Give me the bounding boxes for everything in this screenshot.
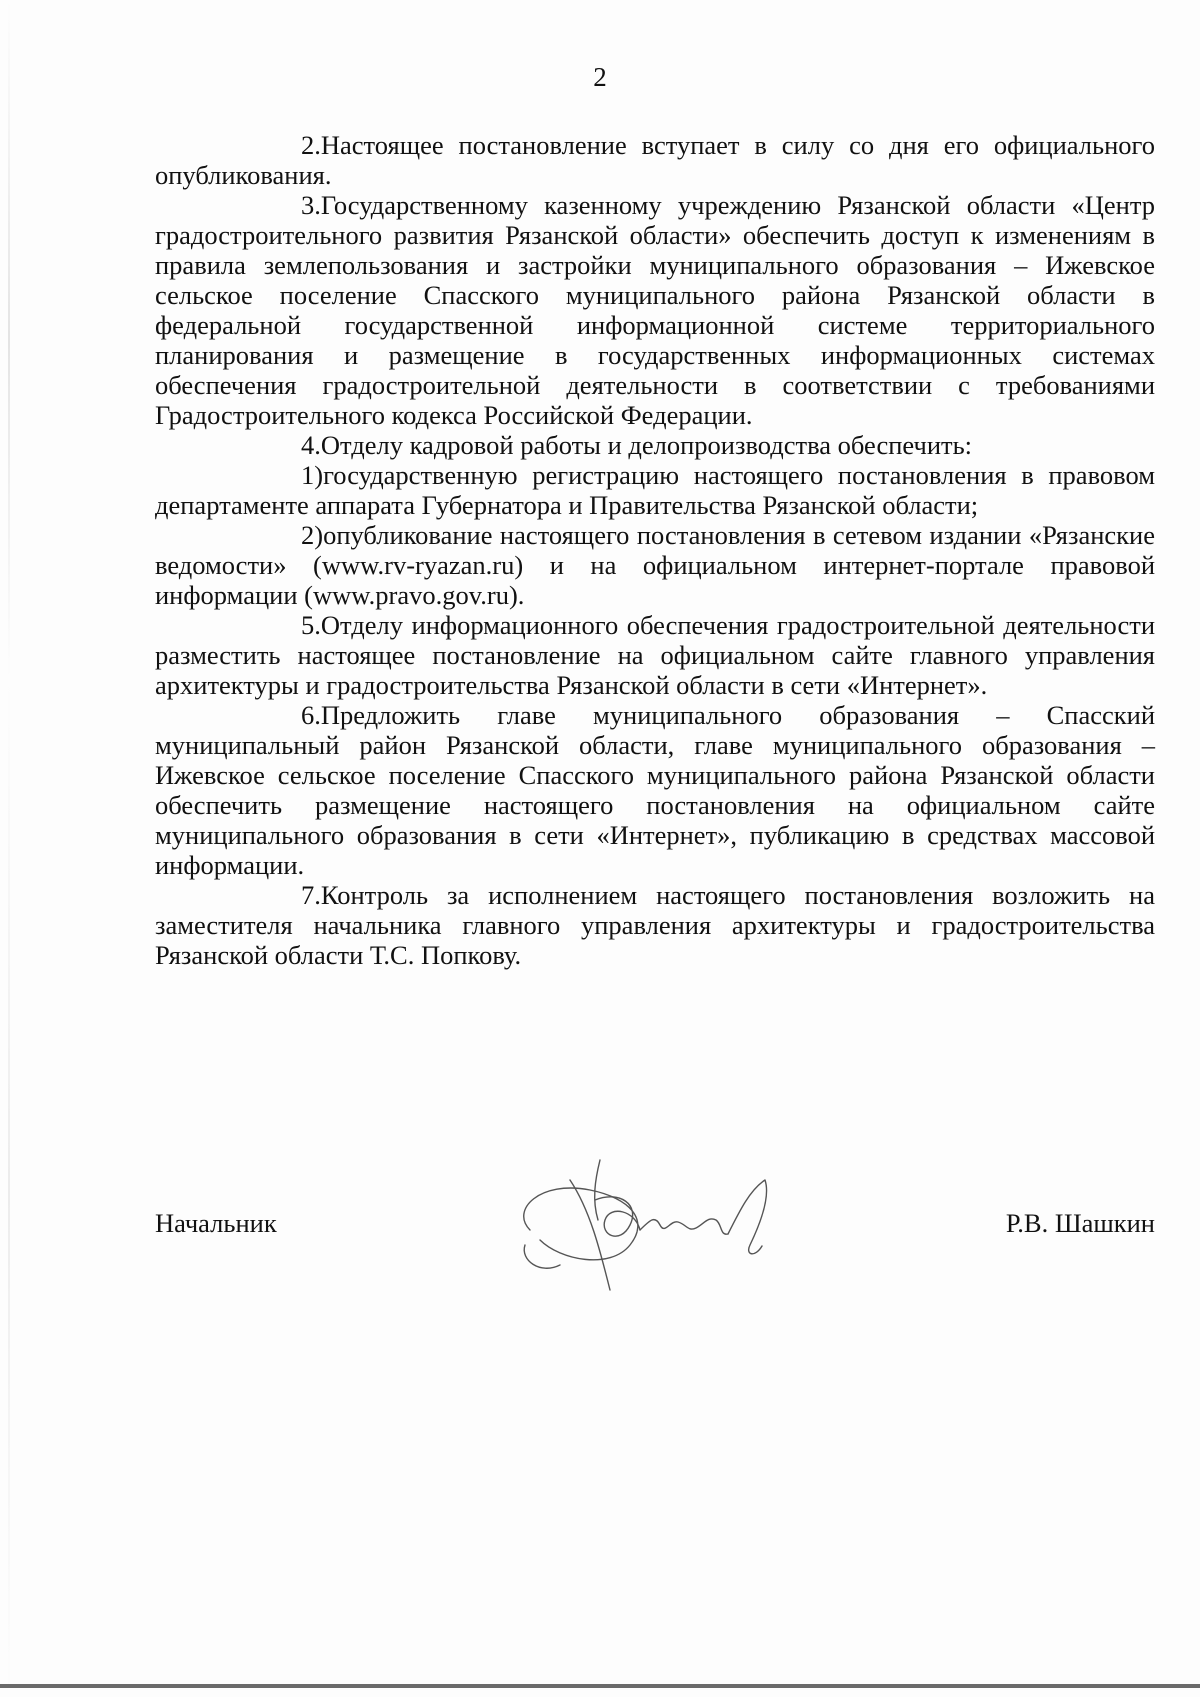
signatory-name: Р.В. Шашкин xyxy=(1005,1208,1155,1238)
paragraph-text: Отделу кадровой работы и делопроизводства обеспечить: xyxy=(320,430,973,460)
paragraph-text: Контроль за исполнением настоящего постановления возложить на заместителя начальника главного управления архитектуры и градостроительства Рязанской области Т.С. Попкову. xyxy=(155,880,1155,970)
paragraph-item-7 xyxy=(155,880,1155,970)
paragraph-item-6 xyxy=(155,700,1155,880)
paragraph-item-2 xyxy=(155,130,1155,190)
paragraph-text: Предложить главе муниципального образования – Спасский муниципальный район Рязанской области, главе муниципального образования – Ижевское сельское поселение Спасского муниципального района Рязанской области обеспечить размещение настоящего постановления на официальном сайте муниципального образования в сети «Интернет», публикацию в средствах массовой информации. xyxy=(155,700,1155,880)
paragraph-number: 1) xyxy=(301,460,324,490)
paragraph-number: 7. xyxy=(301,880,321,910)
scan-artifact-left xyxy=(8,0,10,1697)
paragraph-item-4 xyxy=(155,430,1155,460)
paragraph-item-5 xyxy=(155,610,1155,700)
paragraph-text: Настоящее постановление вступает в силу со дня его официального опубликования. xyxy=(155,130,1155,190)
paragraph-text: государственную регистрацию настоящего постановления в правовом департаменте аппарата Губернатора и Правительства Рязанской области; xyxy=(155,460,1155,520)
signature-icon xyxy=(500,1150,860,1300)
paragraph-number: 6. xyxy=(301,700,321,730)
paragraph-number: 2. xyxy=(301,130,321,160)
paragraph-number: 4. xyxy=(301,430,321,460)
document-body xyxy=(155,130,1155,970)
paragraph-item-3 xyxy=(155,190,1155,430)
paragraph-number: 3. xyxy=(301,190,321,220)
paragraph-text: Отделу информационного обеспечения градостроительной деятельности разместить настоящее постановление на официальном сайте главного управления архитектуры и градостроительства Рязанской области в сети «Интернет». xyxy=(155,610,1155,700)
paragraph-subitem-1 xyxy=(155,460,1155,520)
signatory-title: Начальник xyxy=(155,1208,277,1238)
page-number: 2 xyxy=(593,62,607,92)
paragraph-text: Государственному казенному учреждению Рязанской области «Центр градостроительного развития Рязанской области» обеспечить доступ к изменениям в правила землепользования и застройки муниципального образования – Ижевское сельское поселение Спасского муниципального района Рязанской области в федеральной государственной информационной системе территориального планирования и размещение в государственных информационных системах обеспечения градостроительной деятельности в соответствии с требованиями Градостроительного кодекса Российской Федерации. xyxy=(155,190,1155,430)
paragraph-text: опубликование настоящего постановления в сетевом издании «Рязанские ведомости» (www.rv-ryazan.ru) и на официальном интернет-портале правовой информации (www.pravo.gov.ru). xyxy=(155,520,1155,610)
scan-artifact-bottom xyxy=(0,1684,1200,1688)
paragraph-subitem-2 xyxy=(155,520,1155,610)
paragraph-number: 2) xyxy=(301,520,324,550)
paragraph-number: 5. xyxy=(301,610,321,640)
